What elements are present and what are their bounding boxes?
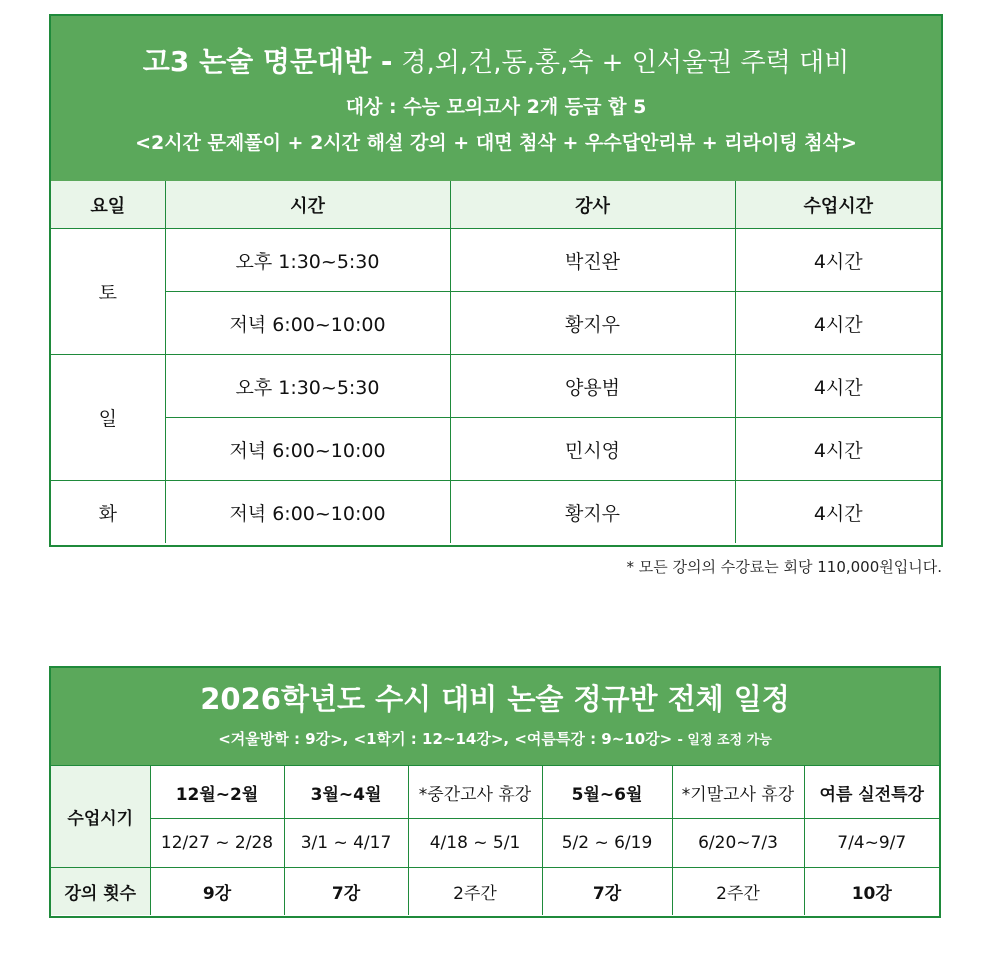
period-cell: 5월~6월 xyxy=(542,766,672,819)
table-row xyxy=(51,229,941,292)
schedule-details: <2시간 문제풀이 + 2시간 해설 강의 + 대면 첨삭 + 우수답안리뷰 + 리라이팅 첨삭> xyxy=(135,132,857,154)
period-cell: 3월~4월 xyxy=(284,766,408,819)
teacher-cell: 민시영 xyxy=(450,418,735,481)
calendar-banner xyxy=(51,668,939,765)
teacher-cell: 박진완 xyxy=(450,229,735,292)
date-cell: 12/27 ~ 2/28 xyxy=(150,819,284,868)
time-cell: 저녁 6:00~10:00 xyxy=(165,418,450,481)
table-row xyxy=(51,481,941,544)
schedule-title-bold: 고3 논술 명문대반 - xyxy=(142,45,393,78)
calendar-subtitle xyxy=(51,728,939,749)
calendar-subtitle-main: <겨울방학 : 9강>, <1학기 : 12~14강>, <여름특강 : 9~10강> xyxy=(218,730,673,748)
calendar-table xyxy=(51,765,939,915)
schedule-banner xyxy=(51,16,941,181)
count-cell: 10강 xyxy=(804,868,939,916)
period-cell: 12월~2월 xyxy=(150,766,284,819)
calendar-subtitle-note: - 일정 조정 가능 xyxy=(677,733,772,748)
dates-row xyxy=(51,819,939,868)
teacher-cell: 양용범 xyxy=(450,355,735,418)
time-cell: 오후 1:30~5:30 xyxy=(165,229,450,292)
date-cell: 5/2 ~ 6/19 xyxy=(542,819,672,868)
fee-note: * 모든 강의의 수강료는 회당 110,000원입니다. xyxy=(626,558,942,576)
table-row xyxy=(51,355,941,418)
header-hours: 수업시간 xyxy=(735,181,941,229)
table-row xyxy=(51,292,941,355)
time-cell: 오후 1:30~5:30 xyxy=(165,355,450,418)
period-row xyxy=(51,766,939,819)
header-time: 시간 xyxy=(165,181,450,229)
date-cell: 6/20~7/3 xyxy=(672,819,804,868)
day-cell: 화 xyxy=(51,481,165,544)
hours-cell: 4시간 xyxy=(735,355,941,418)
hours-cell: 4시간 xyxy=(735,229,941,292)
date-cell: 4/18 ~ 5/1 xyxy=(408,819,542,868)
date-cell: 3/1 ~ 4/17 xyxy=(284,819,408,868)
table-header-row xyxy=(51,181,941,229)
period-label: 수업시기 xyxy=(51,766,150,868)
day-cell: 토 xyxy=(51,229,165,355)
header-teacher: 강사 xyxy=(450,181,735,229)
count-cell: 7강 xyxy=(284,868,408,916)
period-cell: 여름 실전특강 xyxy=(804,766,939,819)
count-cell: 2주간 xyxy=(408,868,542,916)
count-cell: 9강 xyxy=(150,868,284,916)
schedule-card xyxy=(49,14,943,547)
count-cell: 7강 xyxy=(542,868,672,916)
period-cell: *기말고사 휴강 xyxy=(672,766,804,819)
time-cell: 저녁 6:00~10:00 xyxy=(165,292,450,355)
schedule-title xyxy=(51,44,941,81)
count-cell: 2주간 xyxy=(672,868,804,916)
schedule-target: 대상 : 수능 모의고사 2개 등급 합 5 xyxy=(345,96,647,118)
period-cell: *중간고사 휴강 xyxy=(408,766,542,819)
hours-cell: 4시간 xyxy=(735,481,941,544)
date-cell: 7/4~9/7 xyxy=(804,819,939,868)
table-row xyxy=(51,418,941,481)
calendar-card xyxy=(49,666,941,918)
header-day: 요일 xyxy=(51,181,165,229)
schedule-title-light: 경,외,건,동,홍,숙 + 인서울권 주력 대비 xyxy=(401,48,850,78)
calendar-title: 2026학년도 수시 대비 논술 정규반 전체 일정 xyxy=(200,682,790,716)
schedule-table xyxy=(51,181,941,543)
hours-cell: 4시간 xyxy=(735,418,941,481)
teacher-cell: 황지우 xyxy=(450,481,735,544)
hours-cell: 4시간 xyxy=(735,292,941,355)
day-cell: 일 xyxy=(51,355,165,481)
count-row xyxy=(51,868,939,916)
time-cell: 저녁 6:00~10:00 xyxy=(165,481,450,544)
teacher-cell: 황지우 xyxy=(450,292,735,355)
count-label: 강의 횟수 xyxy=(51,868,150,916)
